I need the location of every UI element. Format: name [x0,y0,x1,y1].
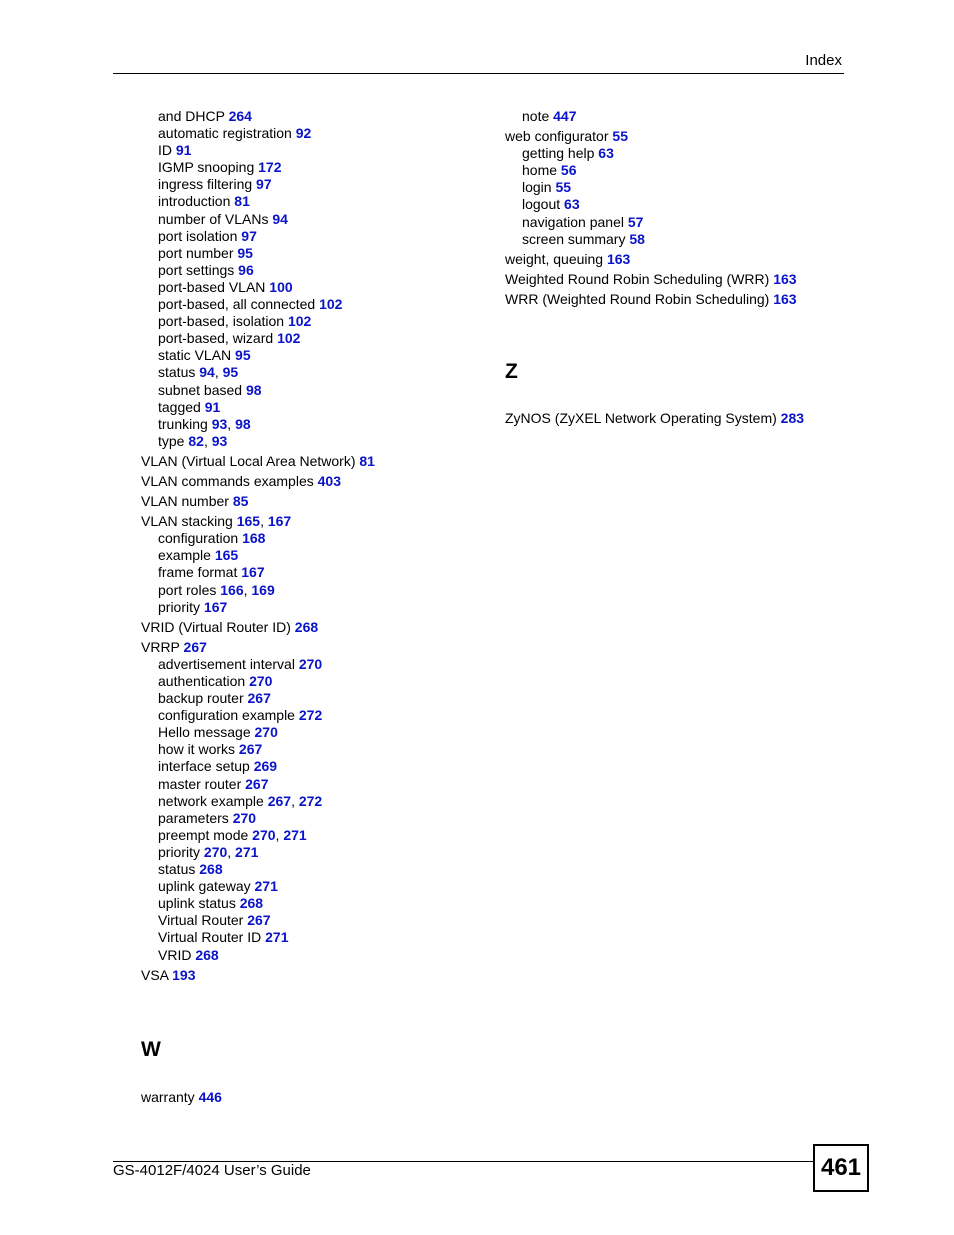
page-link[interactable]: 168 [242,530,266,547]
page-link[interactable]: 95 [235,347,251,364]
entry-label: port number [158,244,234,261]
index-subentry [141,347,491,364]
index-subentry [141,861,491,878]
index-subentry: network example 267, 272 [158,792,323,809]
page-link[interactable]: 56 [560,162,577,179]
page-link[interactable]: 82 [188,432,204,449]
entry-label: introduction [158,193,231,210]
entry-label: backup router [158,690,244,707]
index-entry [505,410,845,427]
page-link[interactable]: 166 [220,581,244,598]
entry-label: WRR (Weighted Round Robin Scheduling) [505,290,770,307]
index-subentry [141,758,491,775]
entry-label: trunking [158,415,208,432]
index-subentry [141,330,491,347]
entry-label: configuration example [158,707,295,724]
page-link[interactable]: 283 [780,410,805,426]
page-link[interactable]: 267 [247,690,271,707]
index-subentry [141,741,491,758]
index-subentry [141,142,491,159]
entry-label: status [158,364,196,381]
page-link[interactable]: 97 [256,176,272,193]
index-subentry [141,564,491,581]
entry-label: Virtual Router ID [158,929,262,946]
page-link[interactable]: 271 [265,929,289,946]
entry-label: port settings [158,261,235,278]
page-link[interactable]: 264 [228,108,252,124]
entry-label: port-based, wizard [158,330,274,347]
entry-label: VRID (Virtual Router ID) [141,618,291,635]
entry-label: automatic registration [158,125,292,142]
page-link[interactable]: 91 [204,398,221,415]
page-link[interactable]: 163 [773,270,797,287]
page-link[interactable]: 98 [245,381,262,398]
page-link[interactable]: 100 [269,278,293,295]
page-link[interactable]: 270 [252,826,276,843]
entry-label: priority [158,598,201,615]
entry-label: example [158,547,211,564]
entry-label: VLAN number [141,493,229,510]
entry-label: subnet based [158,381,243,398]
index-subentry [141,707,491,724]
entry-label: logout [522,196,561,213]
page-link[interactable]: 63 [598,145,614,162]
entry-label: static VLAN [158,347,232,364]
page-link[interactable]: 270 [254,724,278,741]
index-subentry [505,162,845,179]
page-link[interactable]: 272 [298,792,323,809]
page-link[interactable]: 85 [232,493,249,510]
entry-label: priority [158,843,201,860]
index-entry: VLAN stacking 165, 167 [141,513,292,530]
page-link[interactable]: 58 [629,230,645,247]
index-subentry [505,108,845,125]
page-number: 461 [813,1144,869,1192]
page-link[interactable]: 165 [236,513,261,530]
page-link[interactable]: 81 [359,452,375,469]
page-link[interactable]: 96 [238,261,254,278]
index-subentry [141,382,491,399]
index-subentry [141,929,491,946]
entry-label: ID [158,142,172,159]
entry-label: master router [158,775,242,792]
section-letter-w: W [141,1038,161,1061]
entry-label: Weighted Round Robin Scheduling (WRR) [505,270,770,287]
page-link[interactable]: 165 [214,547,239,564]
page-link[interactable]: 167 [241,564,265,581]
page-link[interactable]: 172 [258,159,282,176]
entry-label: ingress filtering [158,176,253,193]
entry-label: parameters [158,809,229,826]
entry-label: port roles [158,581,217,598]
page-link[interactable]: 267 [238,741,263,758]
index-entry [141,493,491,510]
entry-label: VRID [158,946,192,963]
page-link[interactable]: 267 [267,792,292,809]
index-subentry [505,196,845,213]
page-link[interactable]: 97 [241,227,257,244]
page-link[interactable]: 269 [253,758,278,775]
page-link[interactable]: 95 [237,244,253,261]
index-subentry [141,159,491,176]
entry-label: port-based, all connected [158,296,316,313]
index-entry [141,639,491,656]
index-subentry [141,176,491,193]
index-subentry [141,947,491,964]
page-link[interactable]: 193 [172,966,196,983]
index-subentry [141,599,491,616]
entry-label: navigation panel [522,213,624,230]
index-entry [141,619,491,636]
entry-label: type [158,432,185,449]
page-link[interactable]: 93 [211,432,228,449]
entry-label: note [522,108,550,124]
entry-label: advertisement interval [158,655,295,672]
entry-label: preempt mode [158,826,249,843]
page-link[interactable]: 268 [294,618,319,635]
page-link[interactable]: 167 [267,513,292,530]
page-link[interactable]: 163 [606,250,631,267]
index-subentry: trunking 93, 98 [158,415,251,432]
page-link[interactable]: 267 [183,638,207,655]
page-link[interactable]: 93 [211,415,228,432]
index-subentry [141,810,491,827]
section-letter-z: Z [505,360,518,383]
index-entry [141,1089,491,1106]
index-subentry: port roles 166, 169 [158,581,275,598]
page-link[interactable]: 57 [627,213,644,230]
entry-label: tagged [158,398,201,415]
index-section-w [141,1086,491,1106]
index-entry [141,967,491,984]
page-link[interactable]: 267 [247,912,271,929]
index-subentry [505,179,845,196]
index-subentry [141,262,491,279]
page-link[interactable]: 95 [222,364,239,381]
page-link[interactable]: 169 [251,581,275,598]
page-link[interactable]: 403 [317,472,341,489]
index-subentry [141,690,491,707]
index-section-z [505,407,845,427]
page-link[interactable]: 91 [175,142,192,159]
entry-label: VRRP [141,638,180,655]
entry-label: and DHCP [158,108,225,124]
entry-label: status [158,861,196,878]
page-link[interactable]: 92 [295,125,312,142]
page-link[interactable]: 272 [298,707,323,724]
page-link[interactable]: 447 [553,108,577,124]
entry-label: authentication [158,673,246,689]
index-subentry [505,231,845,248]
entry-label: Virtual Router [158,912,244,929]
page-link[interactable]: 268 [239,895,264,912]
entry-label: weight, queuing [505,250,604,267]
index-subentry [141,108,491,125]
page-link[interactable]: 270 [298,655,323,672]
page-link[interactable]: 270 [249,673,273,689]
entry-label: configuration [158,530,239,547]
entry-label: warranty [141,1089,195,1105]
page-link[interactable]: 102 [277,330,301,347]
index-subentry [141,724,491,741]
footer-guide-title: GS-4012F/4024 User’s Guide [113,1162,311,1179]
entry-label: port-based VLAN [158,278,266,295]
page-link[interactable]: 102 [287,313,312,330]
index-subentry [141,776,491,793]
index-subentry [505,214,845,231]
index-subentry [141,547,491,564]
page-link[interactable]: 270 [203,843,228,860]
entry-label: ZyNOS (ZyXEL Network Operating System) [505,410,777,426]
entry-label: port-based, isolation [158,313,285,330]
entry-label: web configurator [505,128,609,145]
page-link[interactable]: 271 [235,843,259,860]
index-subentry [141,673,491,690]
index-subentry: status 94, 95 [158,364,239,381]
index-subentry [141,296,491,313]
page-link[interactable]: 163 [773,290,797,307]
index-subentry: priority 270, 271 [158,843,259,860]
index-subentry [141,193,491,210]
index-entry [505,128,845,145]
page-link[interactable]: 270 [232,809,257,826]
page-link[interactable]: 271 [254,878,278,895]
index-subentry: type 82, 93 [158,432,228,449]
index-subentry: preempt mode 270, 271 [158,826,307,843]
entry-label: VLAN commands examples [141,472,314,489]
index-column-left [141,108,491,984]
header-title: Index [805,52,842,69]
index-entry [141,473,491,490]
entry-label: home [522,162,558,179]
page-link[interactable]: 167 [203,598,228,615]
page-link[interactable]: 271 [283,826,307,843]
page-link[interactable]: 81 [234,193,250,210]
page-link[interactable]: 102 [319,296,343,313]
header-rule [113,73,844,74]
index-subentry [141,530,491,547]
entry-label: number of VLANs [158,210,269,227]
page-link[interactable]: 55 [555,179,572,196]
entry-label: port isolation [158,227,238,244]
index-entry [505,291,845,308]
page-link[interactable]: 98 [235,415,251,432]
index-subentry [141,313,491,330]
entry-label: login [522,179,552,196]
index-entry [505,251,845,268]
index-subentry [505,145,845,162]
entry-label: Hello message [158,724,251,741]
entry-label: VLAN stacking [141,513,233,530]
entry-label: VLAN (Virtual Local Area Network) [141,452,356,469]
index-subentry [141,399,491,416]
index-subentry [141,895,491,912]
page-link[interactable]: 268 [199,861,223,878]
page-link[interactable]: 55 [612,128,628,145]
entry-label: IGMP snooping [158,159,255,176]
page-link[interactable]: 267 [245,775,269,792]
entry-label: network example [158,792,264,809]
entry-label: uplink status [158,895,236,912]
entry-label: frame format [158,564,238,581]
index-subentry [141,125,491,142]
entry-label: getting help [522,145,595,162]
entry-label: screen summary [522,230,626,247]
index-subentry [141,228,491,245]
index-column-right [505,108,845,308]
index-entry [505,271,845,288]
entry-label: uplink gateway [158,878,251,895]
page-link[interactable]: 63 [564,196,580,213]
index-subentry [141,912,491,929]
index-entry [141,453,491,470]
page-link[interactable]: 446 [198,1089,222,1105]
page-link[interactable]: 94 [272,210,288,227]
index-subentry [141,245,491,262]
page-link[interactable]: 268 [195,946,219,963]
index-subentry [141,878,491,895]
index-subentry [141,279,491,296]
index-subentry [141,211,491,228]
entry-label: interface setup [158,758,250,775]
entry-label: VSA [141,966,169,983]
page-link[interactable]: 94 [199,364,215,381]
index-subentry [141,656,491,673]
entry-label: how it works [158,741,236,758]
